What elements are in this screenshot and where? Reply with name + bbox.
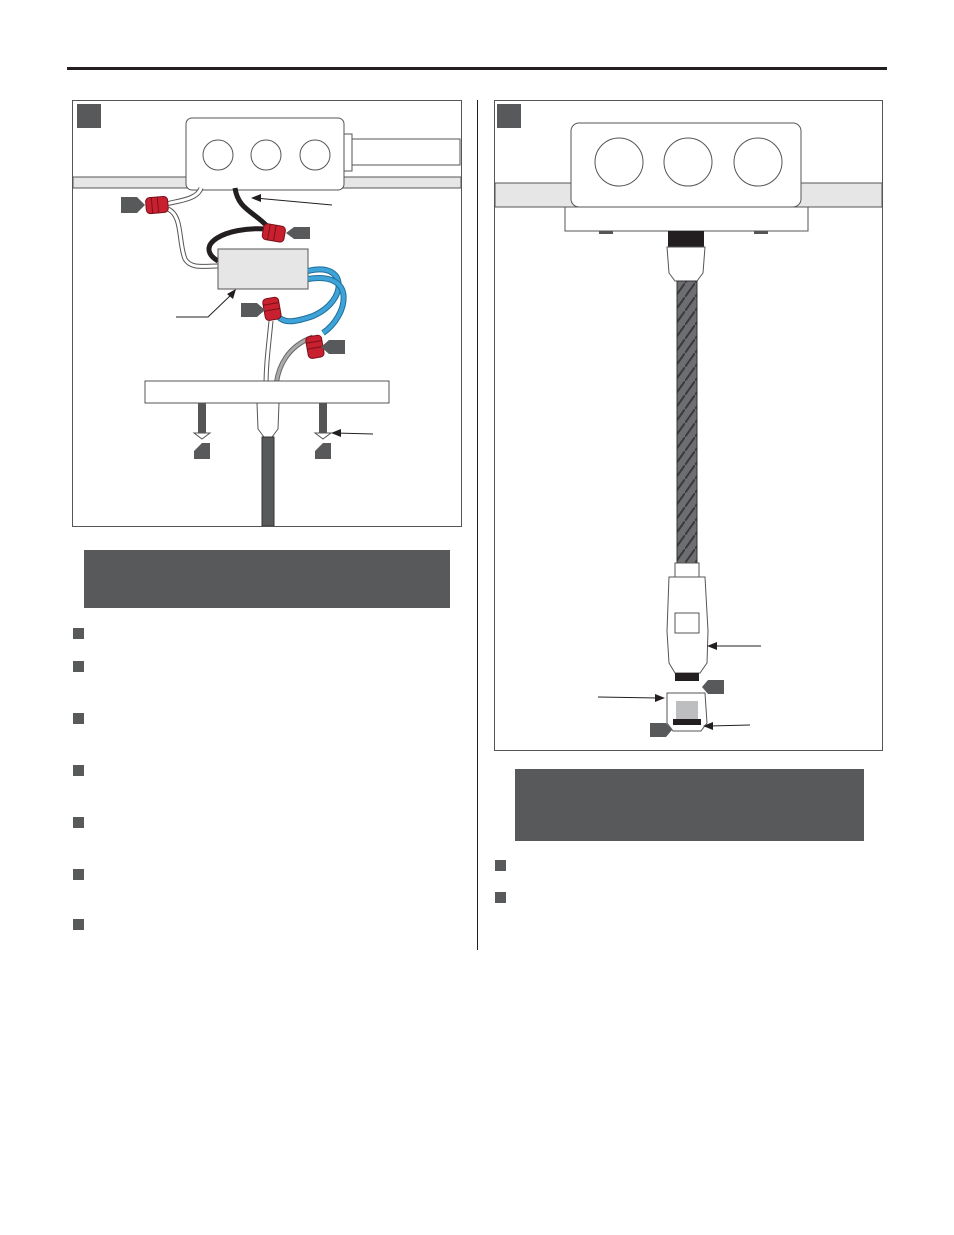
wire-connector: [145, 196, 168, 214]
mounting-screw: [198, 403, 206, 433]
leader-line: [709, 725, 750, 726]
wiring-diagram: [73, 101, 461, 526]
suspension-cable: [677, 281, 697, 569]
mounting-screw: [319, 403, 327, 433]
top-rule: [67, 67, 887, 70]
leader-line: [176, 293, 233, 317]
knockout-hole: [734, 138, 782, 186]
driver-box: [218, 249, 308, 289]
canopy: [145, 381, 389, 403]
conduit: [348, 139, 460, 165]
knockout-hole: [595, 138, 643, 186]
bullet-marker: [495, 892, 506, 903]
column-divider: [477, 100, 478, 950]
cable-diagram: [495, 101, 882, 750]
callout-pointer: [241, 303, 265, 317]
wiring-illustration-panel: [72, 100, 462, 527]
wire-connector: [262, 223, 286, 243]
wire-connector: [262, 297, 282, 321]
strain-relief: [257, 403, 279, 437]
canopy: [565, 207, 808, 231]
knockout-hole: [300, 140, 330, 170]
knockout-hole: [203, 140, 233, 170]
bullet-marker: [73, 919, 84, 930]
bullet-marker: [73, 628, 84, 639]
cable-illustration-panel: [494, 100, 883, 751]
callout-pointer: [321, 340, 345, 354]
bullet-marker: [73, 713, 84, 724]
leader-line: [255, 198, 332, 205]
bullet-marker: [495, 860, 506, 871]
bullet-marker: [73, 661, 84, 672]
knockout-hole: [251, 140, 281, 170]
suspension-cable: [262, 437, 274, 526]
cable-fitting: [668, 231, 704, 247]
step-heading-banner: [84, 550, 450, 608]
knockout-hole: [664, 138, 712, 186]
bullet-marker: [73, 765, 84, 776]
callout-pointer: [315, 443, 331, 459]
callout-pointer: [702, 680, 724, 694]
leader-line: [598, 697, 659, 698]
bullet-marker: [73, 817, 84, 828]
callout-pointer: [121, 197, 145, 213]
step-heading-banner: [515, 769, 864, 841]
strain-relief: [667, 247, 705, 281]
callout-pointer: [194, 443, 210, 459]
supply-black-wire: [235, 188, 268, 227]
callout-pointer: [286, 227, 310, 239]
bullet-marker: [73, 869, 84, 880]
